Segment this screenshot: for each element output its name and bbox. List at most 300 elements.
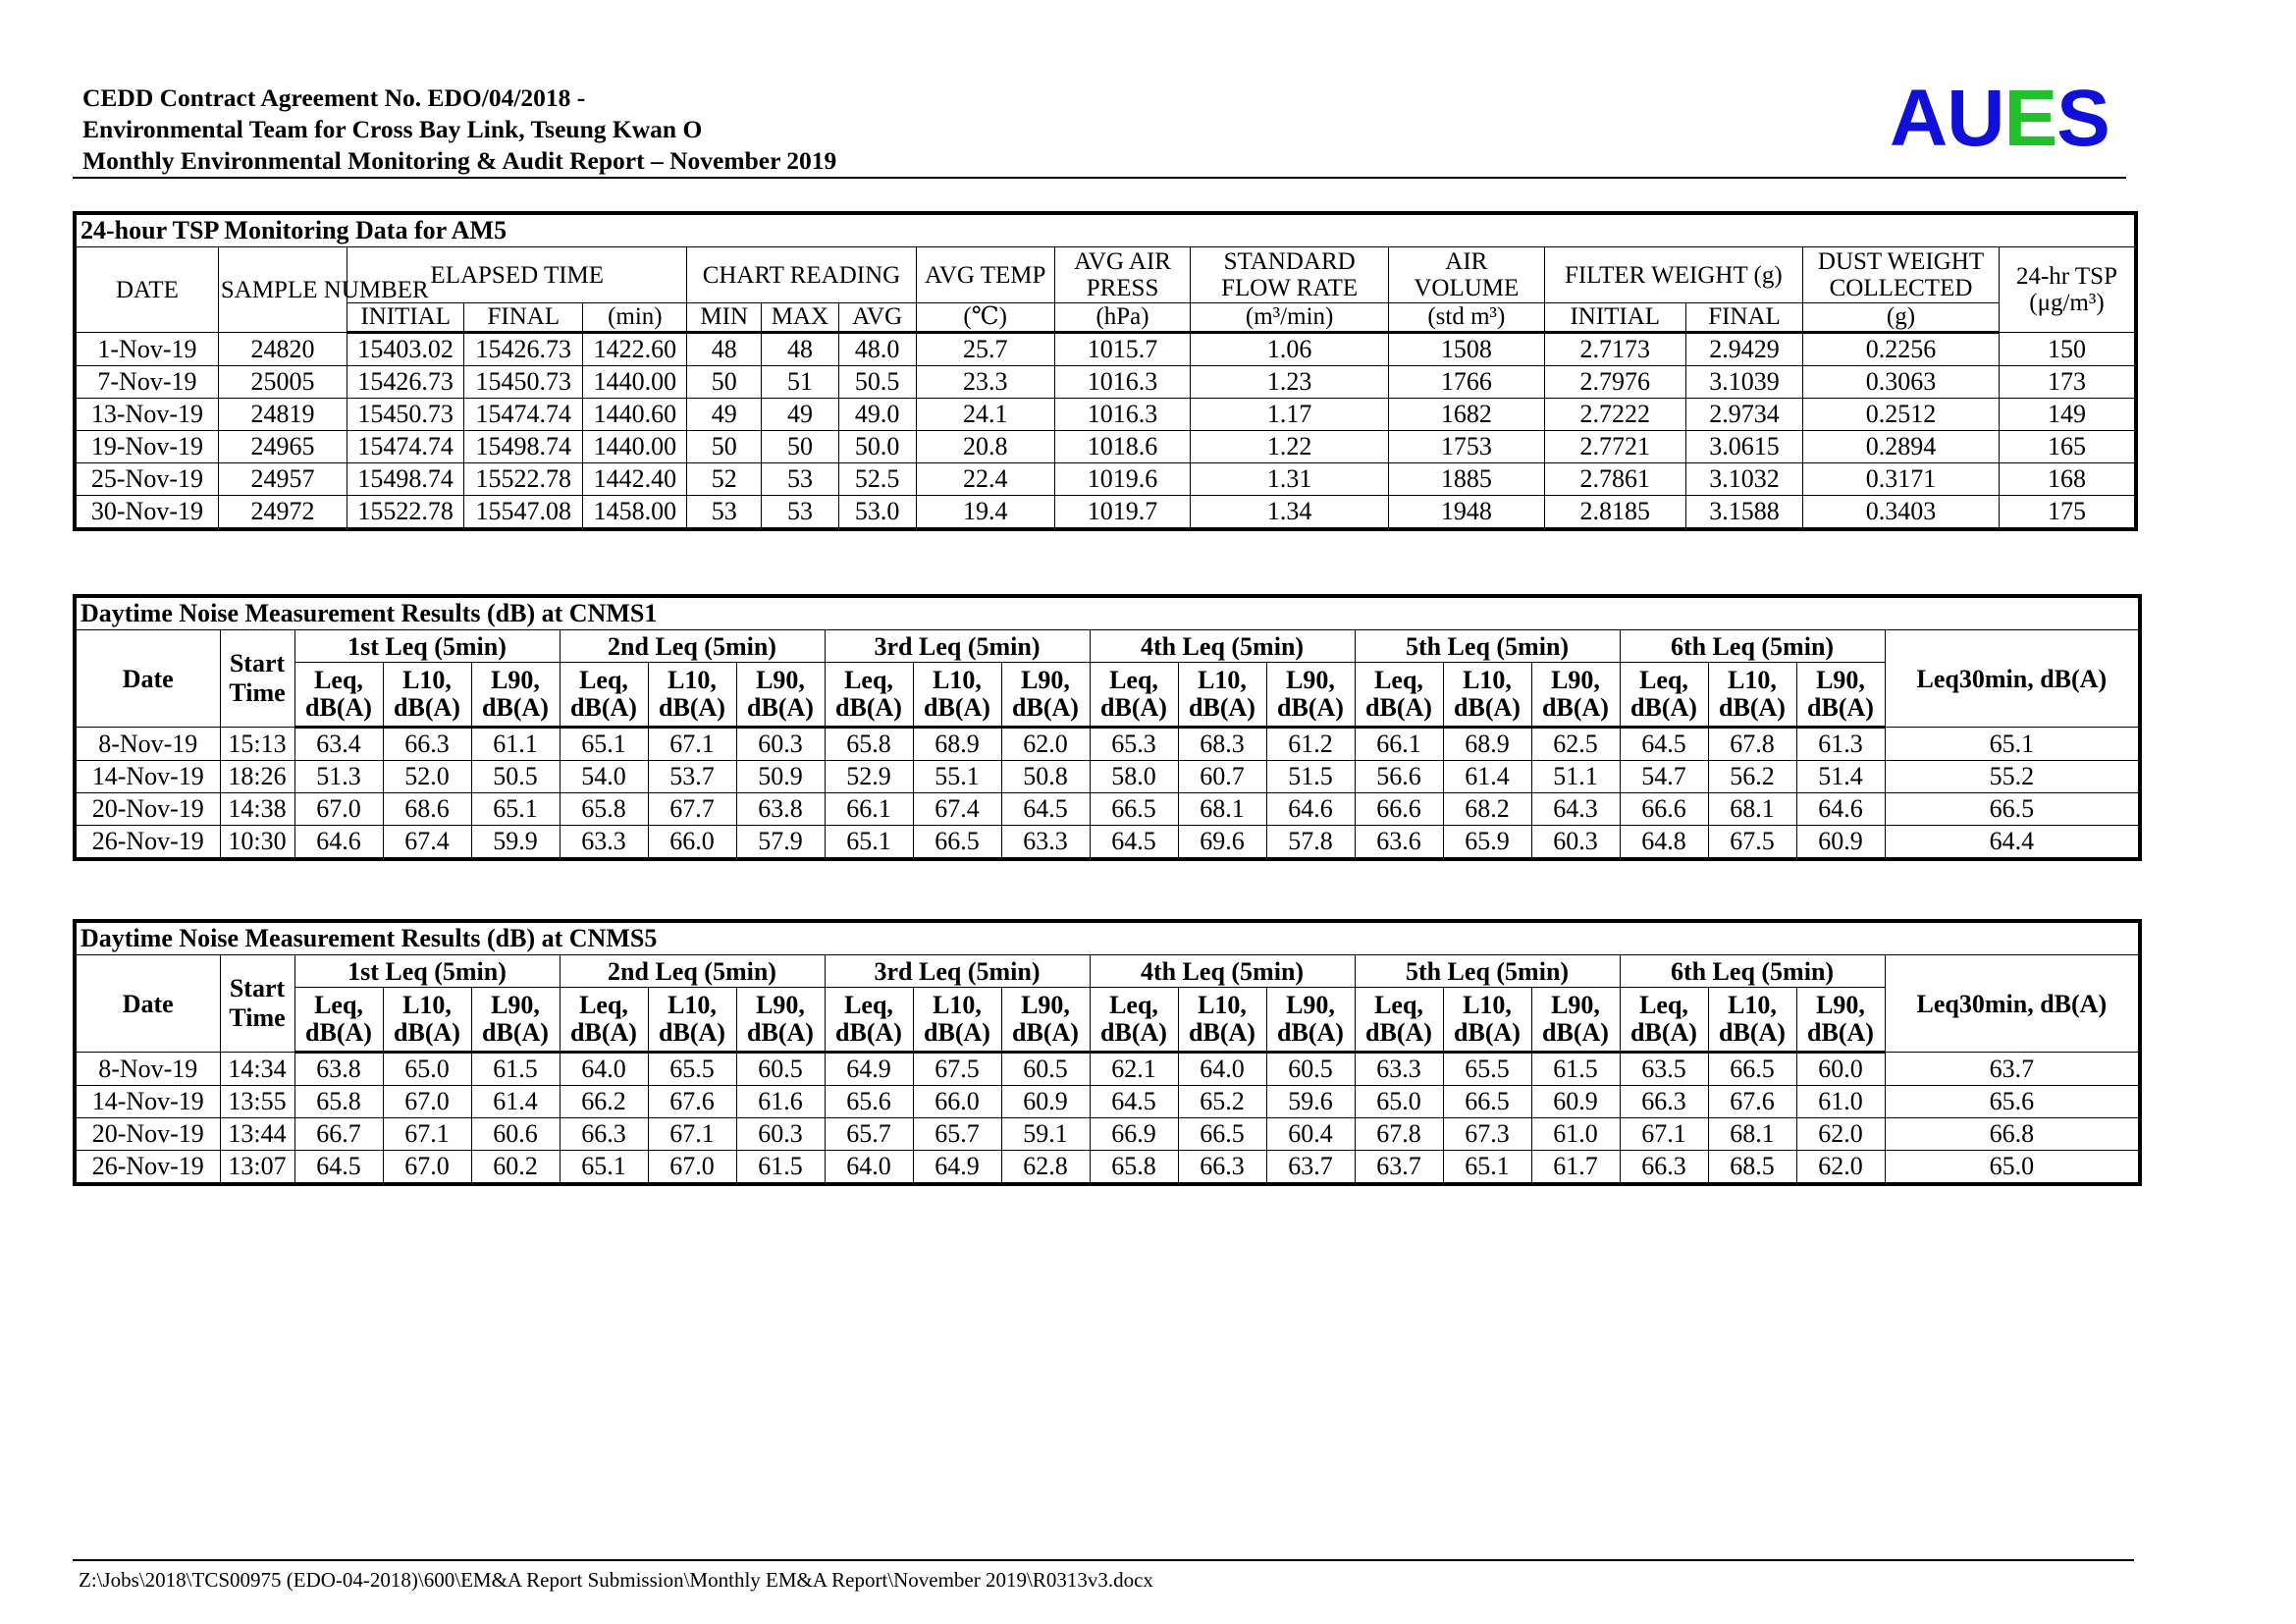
table-cell: 49.0: [838, 399, 916, 431]
table-cell: 60.5: [1001, 1053, 1090, 1086]
table-cell: 1.17: [1191, 399, 1389, 431]
table-row: [75, 761, 2140, 793]
table-cell: 63.3: [560, 826, 648, 860]
table-cell: 67.4: [383, 826, 471, 860]
sub-initial: INITIAL: [347, 303, 464, 333]
col-l10: L10, dB(A): [913, 663, 1001, 728]
table-cell: 65.7: [825, 1118, 913, 1151]
col-leq: Leq, dB(A): [1090, 988, 1178, 1053]
table-cell: 25.7: [916, 333, 1054, 366]
table-cell: 64.5: [294, 1151, 383, 1185]
table-cell: 61.4: [1443, 761, 1531, 793]
table-cell: 66.5: [1885, 793, 2140, 826]
table-cell: 61.6: [736, 1086, 825, 1118]
table-cell: 61.0: [1531, 1118, 1620, 1151]
table-cell: 24.1: [916, 399, 1054, 431]
table-cell: 50.9: [736, 761, 825, 793]
table-cell: 68.1: [1178, 793, 1266, 826]
table-cell: 26-Nov-19: [75, 826, 220, 860]
table-cell: 67.8: [1355, 1118, 1443, 1151]
table-cell: 65.8: [560, 793, 648, 826]
table-row: [75, 793, 2140, 826]
table-cell: 1019.6: [1054, 463, 1190, 496]
cnms5-table-title: Daytime Noise Measurement Results (dB) at CNMS5: [75, 921, 2140, 955]
logo-part-s: S: [2056, 74, 2109, 163]
col-l10: L10, dB(A): [1443, 663, 1531, 728]
col-l10: L10, dB(A): [1178, 663, 1266, 728]
table-cell: 64.0: [1178, 1053, 1266, 1086]
table-cell: 20.8: [916, 431, 1054, 463]
table-cell: 67.6: [648, 1086, 736, 1118]
table-cell: 26-Nov-19: [75, 1151, 220, 1185]
table-cell: 15450.73: [347, 399, 464, 431]
table-cell: 67.3: [1443, 1118, 1531, 1151]
table-cell: 1440.00: [583, 431, 687, 463]
table-cell: 1016.3: [1054, 399, 1190, 431]
table-row: [75, 1151, 2140, 1185]
table-cell: 66.3: [1620, 1151, 1708, 1185]
sub-final: FINAL: [464, 303, 583, 333]
table-cell: 65.0: [383, 1053, 471, 1086]
cnms1-table-title: Daytime Noise Measurement Results (dB) at CNMS1: [75, 596, 2140, 630]
table-row: [75, 333, 2136, 366]
table-cell: 66.3: [1620, 1086, 1708, 1118]
col-date: Date: [75, 630, 220, 728]
table-cell: 60.3: [736, 1118, 825, 1151]
table-cell: 24820: [218, 333, 347, 366]
col-date: DATE: [75, 247, 218, 333]
table-cell: 65.9: [1443, 826, 1531, 860]
table-cell: 60.6: [471, 1118, 560, 1151]
table-cell: 65.0: [1885, 1151, 2140, 1185]
col-period-4: 4th Leq (5min): [1090, 955, 1355, 988]
table-cell: 66.2: [560, 1086, 648, 1118]
table-cell: 65.2: [1178, 1086, 1266, 1118]
table-cell: 24957: [218, 463, 347, 496]
sub-press-unit: (hPa): [1054, 303, 1190, 333]
table-cell: 25005: [218, 366, 347, 399]
table-cell: 68.3: [1178, 728, 1266, 761]
cnms5-table-body: [75, 1053, 2140, 1185]
table-cell: 1440.00: [583, 366, 687, 399]
table-cell: 58.0: [1090, 761, 1178, 793]
table-cell: 61.7: [1531, 1151, 1620, 1185]
table-cell: 64.8: [1620, 826, 1708, 860]
table-cell: 51.1: [1531, 761, 1620, 793]
table-cell: 55.1: [913, 761, 1001, 793]
table-row: [75, 399, 2136, 431]
col-leq: Leq, dB(A): [1090, 663, 1178, 728]
sub-min: MIN: [687, 303, 762, 333]
table-cell: 15426.73: [347, 366, 464, 399]
col-period-4: 4th Leq (5min): [1090, 630, 1355, 663]
table-cell: 1508: [1389, 333, 1545, 366]
col-leq: Leq, dB(A): [294, 663, 383, 728]
table-cell: 60.0: [1796, 1053, 1885, 1086]
table-cell: 66.9: [1090, 1118, 1178, 1151]
table-cell: 0.3403: [1803, 496, 2000, 530]
table-cell: 1.23: [1191, 366, 1389, 399]
table-row: [75, 1086, 2140, 1118]
col-leq: Leq, dB(A): [825, 663, 913, 728]
col-leq: Leq, dB(A): [1620, 663, 1708, 728]
col-chart-reading: CHART READING: [687, 247, 916, 303]
col-l90: L90, dB(A): [1001, 663, 1090, 728]
table-cell: 150: [1999, 333, 2136, 366]
col-leq: Leq, dB(A): [1620, 988, 1708, 1053]
table-cell: 66.8: [1885, 1118, 2140, 1151]
tsp-table-title: 24-hour TSP Monitoring Data for AM5: [75, 213, 2136, 247]
table-cell: 57.8: [1266, 826, 1355, 860]
table-cell: 67.5: [913, 1053, 1001, 1086]
report-header: [82, 82, 1162, 177]
table-cell: 59.6: [1266, 1086, 1355, 1118]
table-cell: 68.2: [1443, 793, 1531, 826]
col-start-time: Start Time: [220, 630, 294, 728]
table-cell: 54.7: [1620, 761, 1708, 793]
sub-filter-initial: INITIAL: [1544, 303, 1685, 333]
table-cell: 63.7: [1266, 1151, 1355, 1185]
table-cell: 67.0: [383, 1086, 471, 1118]
table-cell: 60.9: [1531, 1086, 1620, 1118]
table-cell: 61.0: [1796, 1086, 1885, 1118]
table-cell: 65.1: [1885, 728, 2140, 761]
table-cell: 61.5: [736, 1151, 825, 1185]
table-cell: 60.9: [1001, 1086, 1090, 1118]
col-l90: L90, dB(A): [471, 988, 560, 1053]
table-cell: 54.0: [560, 761, 648, 793]
col-leq: Leq, dB(A): [294, 988, 383, 1053]
table-row: [75, 728, 2140, 761]
table-cell: 1.34: [1191, 496, 1389, 530]
table-cell: 1682: [1389, 399, 1545, 431]
table-cell: 63.3: [1001, 826, 1090, 860]
table-cell: 2.7173: [1544, 333, 1685, 366]
col-l90: L90, dB(A): [1796, 988, 1885, 1053]
table-cell: 168: [1999, 463, 2136, 496]
table-cell: 66.3: [383, 728, 471, 761]
table-cell: 1766: [1389, 366, 1545, 399]
table-cell: 62.0: [1796, 1151, 1885, 1185]
table-cell: 50: [687, 366, 762, 399]
table-cell: 14:34: [220, 1053, 294, 1086]
table-cell: 15547.08: [464, 496, 583, 530]
table-cell: 1-Nov-19: [75, 333, 218, 366]
table-cell: 61.3: [1796, 728, 1885, 761]
table-cell: 64.6: [1796, 793, 1885, 826]
col-leq: Leq, dB(A): [560, 663, 648, 728]
table-cell: 53: [762, 496, 839, 530]
table-cell: 19.4: [916, 496, 1054, 530]
table-cell: 65.1: [560, 1151, 648, 1185]
table-cell: 19-Nov-19: [75, 431, 218, 463]
col-l90: L90, dB(A): [1796, 663, 1885, 728]
table-cell: 10:30: [220, 826, 294, 860]
table-cell: 68.5: [1708, 1151, 1796, 1185]
table-cell: 64.6: [1266, 793, 1355, 826]
table-cell: 62.0: [1796, 1118, 1885, 1151]
table-cell: 2.7222: [1544, 399, 1685, 431]
table-cell: 62.8: [1001, 1151, 1090, 1185]
table-cell: 59.9: [471, 826, 560, 860]
table-row: [75, 496, 2136, 530]
col-leq30min: Leq30min, dB(A): [1885, 630, 2140, 728]
table-cell: 66.6: [1620, 793, 1708, 826]
table-cell: 3.1588: [1685, 496, 1802, 530]
col-l90: L90, dB(A): [1266, 988, 1355, 1053]
table-cell: 66.3: [1178, 1151, 1266, 1185]
sub-avg: AVG: [838, 303, 916, 333]
table-cell: 64.0: [825, 1151, 913, 1185]
col-period-5: 5th Leq (5min): [1355, 630, 1620, 663]
cnms1-table-body: [75, 728, 2140, 860]
col-24hr-tsp-label: 24-hr TSP: [2015, 263, 2117, 290]
table-cell: 1948: [1389, 496, 1545, 530]
table-cell: 66.5: [1708, 1053, 1796, 1086]
table-cell: 2.7721: [1544, 431, 1685, 463]
table-cell: 53: [762, 463, 839, 496]
col-period-1: 1st Leq (5min): [294, 630, 560, 663]
table-cell: 65.7: [913, 1118, 1001, 1151]
table-cell: 15498.74: [347, 463, 464, 496]
col-l10: L10, dB(A): [648, 663, 736, 728]
table-cell: 64.4: [1885, 826, 2140, 860]
col-date: Date: [75, 955, 220, 1053]
table-cell: 53.0: [838, 496, 916, 530]
table-cell: 8-Nov-19: [75, 728, 220, 761]
col-sample-number: SAMPLE NUMBER: [218, 247, 347, 333]
table-cell: 15474.74: [347, 431, 464, 463]
table-cell: 67.0: [648, 1151, 736, 1185]
table-cell: 7-Nov-19: [75, 366, 218, 399]
table-cell: 13:55: [220, 1086, 294, 1118]
table-cell: 64.3: [1531, 793, 1620, 826]
col-avg-temp: AVG TEMP: [916, 247, 1054, 303]
col-l10: L10, dB(A): [1708, 663, 1796, 728]
table-cell: 62.0: [1001, 728, 1090, 761]
table-cell: 64.5: [1620, 728, 1708, 761]
col-leq: Leq, dB(A): [560, 988, 648, 1053]
table-cell: 63.7: [1885, 1053, 2140, 1086]
table-cell: 63.6: [1355, 826, 1443, 860]
table-cell: 18:26: [220, 761, 294, 793]
col-leq: Leq, dB(A): [1355, 988, 1443, 1053]
col-period-6: 6th Leq (5min): [1620, 955, 1885, 988]
col-leq: Leq, dB(A): [825, 988, 913, 1053]
table-cell: 149: [1999, 399, 2136, 431]
table-cell: 61.2: [1266, 728, 1355, 761]
table-cell: 63.7: [1355, 1151, 1443, 1185]
table-cell: 63.8: [294, 1053, 383, 1086]
table-cell: 50.8: [1001, 761, 1090, 793]
table-cell: 1016.3: [1054, 366, 1190, 399]
footer-divider: [73, 1559, 2134, 1561]
table-cell: 50: [687, 431, 762, 463]
table-cell: 68.1: [1708, 793, 1796, 826]
table-row: [75, 1053, 2140, 1086]
table-cell: 68.1: [1708, 1118, 1796, 1151]
col-period-3: 3rd Leq (5min): [825, 955, 1090, 988]
table-cell: 64.9: [825, 1053, 913, 1086]
table-cell: 66.5: [1090, 793, 1178, 826]
table-cell: 30-Nov-19: [75, 496, 218, 530]
table-cell: 15450.73: [464, 366, 583, 399]
table-cell: 8-Nov-19: [75, 1053, 220, 1086]
table-cell: 65.1: [471, 793, 560, 826]
table-cell: 1015.7: [1054, 333, 1190, 366]
table-cell: 62.5: [1531, 728, 1620, 761]
sub-dust-unit: (g): [1803, 303, 2000, 333]
logo-part-au: AU: [1890, 74, 2004, 163]
sub-flow-unit: (m³/min): [1191, 303, 1389, 333]
table-cell: 20-Nov-19: [75, 1118, 220, 1151]
table-cell: 51.4: [1796, 761, 1885, 793]
col-l90: L90, dB(A): [471, 663, 560, 728]
table-cell: 175: [1999, 496, 2136, 530]
table-cell: 66.6: [1355, 793, 1443, 826]
table-cell: 63.3: [1355, 1053, 1443, 1086]
col-24hr-tsp: [1999, 247, 2136, 333]
table-row: [75, 463, 2136, 496]
table-cell: 57.9: [736, 826, 825, 860]
col-l10: L10, dB(A): [383, 663, 471, 728]
table-cell: 66.3: [560, 1118, 648, 1151]
sub-volume-unit: (std m³): [1389, 303, 1545, 333]
tsp-table: [73, 211, 2138, 531]
table-cell: 67.5: [1708, 826, 1796, 860]
table-cell: 53.7: [648, 761, 736, 793]
table-cell: 53: [687, 496, 762, 530]
table-cell: 165: [1999, 431, 2136, 463]
table-cell: 15403.02: [347, 333, 464, 366]
table-cell: 1.22: [1191, 431, 1389, 463]
table-cell: 65.1: [825, 826, 913, 860]
col-l10: L10, dB(A): [383, 988, 471, 1053]
table-cell: 14:38: [220, 793, 294, 826]
sub-temp-unit: (℃): [916, 303, 1054, 333]
col-dust-weight: DUST WEIGHT COLLECTED: [1803, 247, 2000, 303]
col-l90: L90, dB(A): [1001, 988, 1090, 1053]
table-cell: 67.4: [913, 793, 1001, 826]
table-cell: 60.5: [736, 1053, 825, 1086]
table-cell: 52.0: [383, 761, 471, 793]
table-cell: 63.4: [294, 728, 383, 761]
col-standard-flow-rate: STANDARD FLOW RATE: [1191, 247, 1389, 303]
tsp-table-body: [75, 333, 2136, 530]
col-l10: L10, dB(A): [1708, 988, 1796, 1053]
table-cell: 65.1: [560, 728, 648, 761]
col-l10: L10, dB(A): [1443, 988, 1531, 1053]
table-cell: 66.5: [913, 826, 1001, 860]
table-cell: 0.2256: [1803, 333, 2000, 366]
table-cell: 13:07: [220, 1151, 294, 1185]
col-period-6: 6th Leq (5min): [1620, 630, 1885, 663]
col-period-2: 2nd Leq (5min): [560, 630, 825, 663]
col-l90: L90, dB(A): [1531, 663, 1620, 728]
table-cell: 51: [762, 366, 839, 399]
table-cell: 25-Nov-19: [75, 463, 218, 496]
table-cell: 61.1: [471, 728, 560, 761]
header-divider: [73, 177, 2126, 179]
table-cell: 49: [762, 399, 839, 431]
sub-min-unit: (min): [583, 303, 687, 333]
table-cell: 65.5: [648, 1053, 736, 1086]
table-cell: 48.0: [838, 333, 916, 366]
table-cell: 59.1: [1001, 1118, 1090, 1151]
col-filter-weight: FILTER WEIGHT (g): [1544, 247, 1802, 303]
table-cell: 49: [687, 399, 762, 431]
col-l10: L10, dB(A): [1178, 988, 1266, 1053]
col-l90: L90, dB(A): [1531, 988, 1620, 1053]
table-cell: 52.9: [825, 761, 913, 793]
table-cell: 1019.7: [1054, 496, 1190, 530]
table-cell: 3.1032: [1685, 463, 1802, 496]
col-start-time: Start Time: [220, 955, 294, 1053]
table-cell: 68.9: [913, 728, 1001, 761]
table-cell: 60.9: [1796, 826, 1885, 860]
table-cell: 1753: [1389, 431, 1545, 463]
table-cell: 50: [762, 431, 839, 463]
table-cell: 67.1: [648, 728, 736, 761]
table-cell: 13:44: [220, 1118, 294, 1151]
table-cell: 14-Nov-19: [75, 761, 220, 793]
table-cell: 56.6: [1355, 761, 1443, 793]
table-cell: 61.5: [1531, 1053, 1620, 1086]
table-cell: 2.9429: [1685, 333, 1802, 366]
col-period-2: 2nd Leq (5min): [560, 955, 825, 988]
report-title: Monthly Environmental Monitoring & Audit Report – November 2019: [82, 146, 837, 175]
table-cell: 51.3: [294, 761, 383, 793]
aues-logo: [1890, 74, 2109, 163]
table-cell: 65.8: [294, 1086, 383, 1118]
col-leq: Leq, dB(A): [1355, 663, 1443, 728]
table-cell: 62.1: [1090, 1053, 1178, 1086]
table-row: [75, 431, 2136, 463]
table-cell: 15:13: [220, 728, 294, 761]
col-period-1: 1st Leq (5min): [294, 955, 560, 988]
col-avg-air-press: AVG AIR PRESS: [1054, 247, 1190, 303]
table-cell: 67.0: [294, 793, 383, 826]
table-cell: 1422.60: [583, 333, 687, 366]
table-cell: 67.1: [383, 1118, 471, 1151]
table-cell: 67.1: [648, 1118, 736, 1151]
table-cell: 64.5: [1090, 826, 1178, 860]
table-cell: 15522.78: [347, 496, 464, 530]
table-cell: 13-Nov-19: [75, 399, 218, 431]
table-row: [75, 1118, 2140, 1151]
table-cell: 65.8: [1090, 1151, 1178, 1185]
table-cell: 65.1: [1443, 1151, 1531, 1185]
table-cell: 68.9: [1443, 728, 1531, 761]
col-period-5: 5th Leq (5min): [1355, 955, 1620, 988]
col-l90: L90, dB(A): [1266, 663, 1355, 728]
table-cell: 68.6: [383, 793, 471, 826]
table-cell: 3.0615: [1685, 431, 1802, 463]
table-cell: 61.4: [471, 1086, 560, 1118]
table-cell: 66.1: [1355, 728, 1443, 761]
table-cell: 64.5: [1001, 793, 1090, 826]
table-cell: 67.8: [1708, 728, 1796, 761]
table-cell: 1885: [1389, 463, 1545, 496]
table-cell: 66.0: [648, 826, 736, 860]
table-cell: 64.9: [913, 1151, 1001, 1185]
col-period-3: 3rd Leq (5min): [825, 630, 1090, 663]
table-cell: 60.5: [1266, 1053, 1355, 1086]
table-cell: 15498.74: [464, 431, 583, 463]
table-cell: 65.6: [825, 1086, 913, 1118]
col-l90: L90, dB(A): [736, 663, 825, 728]
table-cell: 0.3063: [1803, 366, 2000, 399]
